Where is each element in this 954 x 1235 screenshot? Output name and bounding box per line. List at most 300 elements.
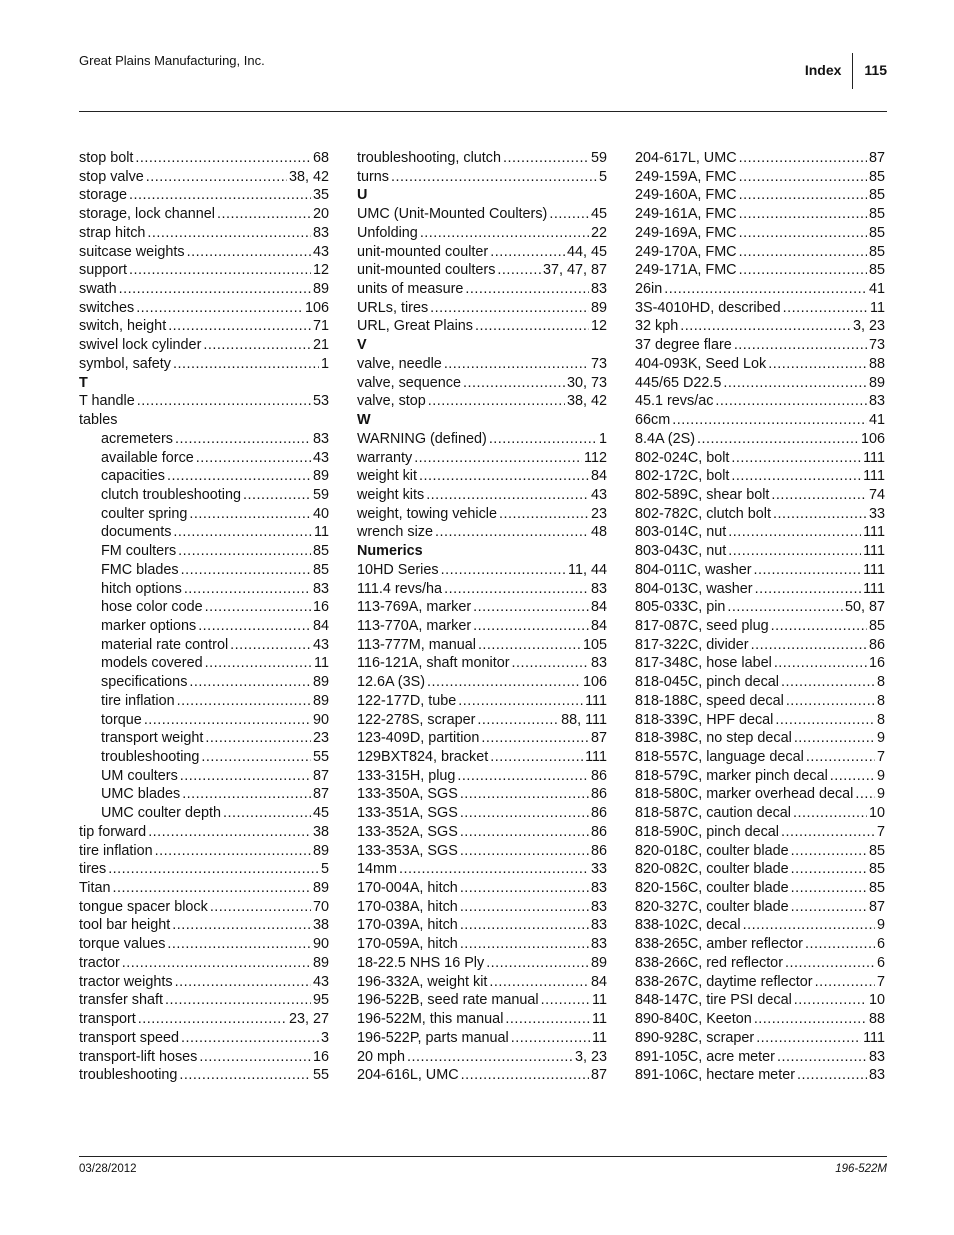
index-page-refs: 43: [590, 486, 607, 503]
dot-leader: [135, 149, 311, 168]
index-term: 820-082C, coulter blade: [635, 861, 789, 878]
index-page-refs: 89: [312, 674, 329, 691]
dot-leader: [444, 355, 589, 374]
index-subentry: [79, 711, 329, 730]
index-entry: [635, 224, 885, 243]
index-entry: [79, 860, 329, 879]
dot-leader: [805, 935, 875, 954]
dot-leader: [435, 523, 589, 542]
index-page-refs: 85: [868, 206, 885, 223]
dot-leader: [168, 317, 311, 336]
index-page-refs: 43: [312, 243, 329, 260]
index-term: transport weight: [101, 730, 204, 747]
index-page-refs: 5: [598, 168, 607, 185]
dot-leader: [777, 1048, 867, 1067]
dot-leader: [426, 486, 589, 505]
index-page-refs: 85: [312, 561, 329, 578]
index-page-refs: 70: [312, 898, 329, 915]
index-term: 249-161A, FMC: [635, 206, 737, 223]
index-page-refs: 38, 42: [288, 168, 329, 185]
index-term: troubleshooting: [101, 749, 200, 765]
index-entry: [357, 617, 607, 636]
dot-leader: [756, 1029, 861, 1048]
index-entry: [635, 711, 885, 730]
dot-leader: [428, 392, 565, 411]
dot-leader: [855, 785, 875, 804]
index-page-refs: 16: [868, 655, 885, 672]
index-term: 817-322C, divider: [635, 636, 749, 653]
index-entry: [357, 916, 607, 935]
index-page-refs: 73: [868, 337, 885, 354]
index-term: 818-579C, marker pinch decal: [635, 767, 828, 784]
index-term: clutch troubleshooting: [101, 486, 241, 503]
index-entry: [635, 823, 885, 842]
index-entry: [79, 916, 329, 935]
index-term: 838-265C, amber reflector: [635, 936, 803, 953]
index-term: 133-353A, SGS: [357, 842, 458, 859]
index-entry: [635, 355, 885, 374]
index-entry: [79, 898, 329, 917]
index-entry: [635, 467, 885, 486]
index-term: 32 kph: [635, 318, 679, 335]
index-entry: [635, 729, 885, 748]
index-term: acremeters: [101, 430, 173, 447]
index-term: 891-106C, hectare meter: [635, 1067, 795, 1084]
index-term: hose color code: [101, 599, 203, 616]
index-page-refs: 111: [863, 1029, 885, 1046]
index-term: 804-011C, washer: [635, 561, 752, 578]
index-page-refs: 83: [590, 281, 607, 298]
index-entry: [635, 580, 885, 599]
dot-leader: [444, 580, 589, 599]
index-entry: [357, 205, 607, 224]
index-page-refs: 33: [590, 861, 607, 878]
dot-leader: [463, 374, 565, 393]
index-page-refs: 83: [590, 936, 607, 953]
index-page-refs: 44, 45: [566, 243, 607, 260]
dot-leader: [728, 542, 861, 561]
index-page-refs: 86: [590, 767, 607, 784]
index-page-refs: 85: [868, 168, 885, 185]
index-page-refs: 20: [312, 206, 329, 223]
index-subentry: [79, 804, 329, 823]
dot-leader: [739, 186, 867, 205]
dot-leader: [399, 860, 589, 879]
index-entry: [357, 748, 607, 767]
index-column-1: [79, 149, 329, 1085]
index-term: transport speed: [79, 1029, 179, 1046]
index-page-refs: 5: [320, 861, 329, 878]
index-page-refs: 6: [876, 954, 885, 971]
dot-leader: [728, 523, 861, 542]
dot-leader: [830, 767, 875, 786]
dot-leader: [499, 505, 589, 524]
dot-leader: [786, 692, 875, 711]
index-entry: [357, 842, 607, 861]
dot-leader: [739, 224, 867, 243]
dot-leader: [441, 561, 566, 580]
dot-leader: [489, 973, 589, 992]
index-entry: [635, 374, 885, 393]
index-page-refs: 23: [312, 730, 329, 747]
index-entry: [357, 692, 607, 711]
index-term: 802-782C, clutch bolt: [635, 505, 771, 522]
dot-leader: [775, 711, 875, 730]
index-page-refs: 3, 23: [574, 1048, 607, 1065]
index-term: WARNING (defined): [357, 430, 487, 447]
dot-leader: [147, 224, 311, 243]
index-page-refs: 90: [312, 936, 329, 953]
dot-leader: [549, 205, 589, 224]
dot-leader: [189, 505, 311, 524]
index-page-refs: 85: [868, 224, 885, 241]
index-page-refs: 7: [876, 823, 885, 840]
index-term: 249-169A, FMC: [635, 224, 737, 241]
index-page-refs: 95: [312, 992, 329, 1009]
dot-leader: [144, 711, 311, 730]
index-page-refs: 8: [876, 692, 885, 709]
dot-leader: [457, 767, 589, 786]
index-page-refs: 43: [312, 449, 329, 466]
dot-leader: [739, 205, 867, 224]
index-term: 818-557C, language decal: [635, 749, 804, 765]
index-term: tires: [79, 861, 107, 878]
index-entry: [79, 879, 329, 898]
index-page-refs: 45: [312, 805, 329, 822]
index-term: weight kit: [357, 468, 417, 485]
index-page-refs: 85: [312, 543, 329, 560]
dot-leader: [739, 261, 867, 280]
page-number: 115: [864, 62, 887, 78]
index-entry: [79, 355, 329, 374]
index-letter-heading: Numerics: [357, 543, 423, 560]
index-term: marker options: [101, 617, 197, 634]
dot-leader: [199, 1048, 311, 1067]
index-term: 8.4A (2S): [635, 430, 695, 447]
index-term: 37 degree flare: [635, 337, 732, 354]
index-page-refs: 12: [590, 318, 607, 335]
index-entry: [635, 860, 885, 879]
index-term: 802-589C, shear bolt: [635, 486, 770, 503]
index-page-refs: 111: [863, 468, 885, 485]
index-entry: [79, 168, 329, 187]
index-page-refs: 38: [312, 917, 329, 934]
index-page-refs: 23, 27: [288, 1011, 329, 1028]
index-term: support: [79, 262, 127, 279]
index-entry: [635, 991, 885, 1010]
index-page-refs: 84: [590, 973, 607, 990]
index-term: 838-266C, red reflector: [635, 954, 783, 971]
dot-leader: [173, 355, 319, 374]
dot-leader: [181, 561, 311, 580]
index-page-refs: 30, 73: [566, 374, 607, 391]
index-term: tool bar height: [79, 917, 171, 934]
index-page-refs: 83: [312, 224, 329, 241]
index-page-refs: 89: [312, 468, 329, 485]
dot-leader: [771, 617, 867, 636]
index-term: 818-590C, pinch decal: [635, 823, 780, 840]
index-group-term: tables: [79, 412, 118, 429]
index-page-refs: 7: [876, 973, 885, 990]
index-page-refs: 87: [312, 786, 329, 803]
index-entry: [357, 860, 607, 879]
dot-leader: [189, 673, 311, 692]
index-subentry: [79, 505, 329, 524]
index-term: strap hitch: [79, 224, 146, 241]
index-term: 890-840C, Keeton: [635, 1011, 752, 1028]
index-entry: [635, 748, 885, 767]
index-term: 204-616L, UMC: [357, 1067, 459, 1084]
index-column-2: [357, 149, 607, 1085]
dot-leader: [481, 729, 589, 748]
index-page-refs: 86: [590, 823, 607, 840]
index-page-refs: 85: [868, 262, 885, 279]
index-term: turns: [357, 168, 389, 185]
index-term: storage: [79, 187, 127, 204]
index-entry: [635, 523, 885, 542]
index-entry: [635, 505, 885, 524]
index-entry: [357, 430, 607, 449]
index-page-refs: 87: [590, 1067, 607, 1084]
dot-leader: [771, 486, 867, 505]
dot-leader: [511, 1029, 590, 1048]
index-term: 133-315H, plug: [357, 767, 456, 784]
index-term: 10HD Series: [357, 561, 439, 578]
index-term: 113-777M, manual: [357, 636, 476, 653]
index-term: symbol, safety: [79, 355, 171, 372]
index-entry: [357, 243, 607, 262]
dot-leader: [129, 261, 311, 280]
index-page-refs: 85: [868, 861, 885, 878]
dot-leader: [465, 280, 589, 299]
index-term: UM coulters: [101, 767, 178, 784]
index-page-refs: 85: [868, 880, 885, 897]
index-term: 14mm: [357, 861, 397, 878]
index-term: hitch options: [101, 580, 182, 597]
index-term: torque: [101, 711, 142, 728]
dot-leader: [739, 243, 867, 262]
index-page-refs: 89: [590, 299, 607, 316]
index-entry: [357, 486, 607, 505]
index-term: valve, needle: [357, 355, 442, 372]
index-entry: [79, 392, 329, 411]
index-page-refs: 3: [320, 1029, 329, 1046]
index-entry: [635, 842, 885, 861]
footer-rule: [79, 1156, 887, 1157]
index-page-refs: 59: [312, 486, 329, 503]
index-page-refs: 50, 87: [844, 599, 885, 616]
index-term: valve, stop: [357, 393, 426, 410]
index-term: specifications: [101, 674, 188, 691]
index-page-refs: 111: [585, 692, 607, 709]
index-term: available force: [101, 449, 194, 466]
index-subentry: [79, 542, 329, 561]
index-term: 818-188C, speed decal: [635, 692, 784, 709]
index-term: warranty: [357, 449, 413, 466]
dot-leader: [461, 1066, 589, 1085]
dot-leader: [794, 729, 875, 748]
index-page-refs: 89: [590, 954, 607, 971]
index-subentry: [79, 598, 329, 617]
dot-leader: [122, 954, 311, 973]
index-entry: [635, 411, 885, 430]
index-letter-heading: U: [357, 187, 368, 204]
index-term: 817-087C, seed plug: [635, 617, 769, 634]
index-entry: [635, 636, 885, 655]
dot-leader: [781, 823, 875, 842]
index-term: 805-033C, pin: [635, 599, 726, 616]
index-entry: [357, 392, 607, 411]
index-entry: [357, 149, 607, 168]
index-term: 196-522P, parts manual: [357, 1029, 509, 1046]
dot-leader: [489, 430, 597, 449]
dot-leader: [137, 392, 311, 411]
index-entry: [79, 149, 329, 168]
index-page-refs: 40: [312, 505, 329, 522]
index-entry: [79, 973, 329, 992]
index-entry: [635, 317, 885, 336]
dot-leader: [427, 673, 581, 692]
dot-leader: [490, 748, 583, 767]
index-page-refs: 9: [876, 730, 885, 747]
dot-leader: [414, 449, 582, 468]
index-subentry: [79, 673, 329, 692]
index-term: suitcase weights: [79, 243, 185, 260]
index-page-refs: 111: [863, 561, 885, 578]
index-page-refs: 105: [582, 636, 607, 653]
index-entry: [635, 299, 885, 318]
index-entry: [79, 336, 329, 355]
index-page-refs: 86: [868, 636, 885, 653]
index-entry: [357, 224, 607, 243]
index-page-refs: 83: [312, 580, 329, 597]
index-page-refs: 6: [876, 936, 885, 953]
index-page-refs: 68: [312, 150, 329, 166]
index-term: wrench size: [357, 524, 433, 541]
index-page-refs: 111: [863, 449, 885, 466]
index-page-refs: 37, 47, 87: [542, 262, 607, 279]
index-entry: [357, 1048, 607, 1067]
index-term: 3S-4010HD, described: [635, 299, 781, 316]
index-subentry: [79, 729, 329, 748]
index-term: 848-147C, tire PSI decal: [635, 992, 792, 1009]
dot-leader: [155, 842, 311, 861]
dot-leader: [477, 711, 559, 730]
index-page-refs: 11: [314, 655, 329, 672]
index-term: 133-352A, SGS: [357, 823, 458, 840]
index-term: 204-617L, UMC: [635, 150, 737, 166]
index-entry: [635, 935, 885, 954]
index-entry: [357, 1029, 607, 1048]
index-term: material rate control: [101, 636, 229, 653]
index-term: swivel lock cylinder: [79, 337, 202, 354]
dot-leader: [490, 243, 565, 262]
dot-leader: [175, 430, 311, 449]
index-page-refs: 89: [312, 692, 329, 709]
index-term: units of measure: [357, 281, 464, 298]
index-term: URL, Great Plains: [357, 318, 473, 335]
index-entry: [79, 243, 329, 262]
dot-leader: [478, 636, 581, 655]
index-term: 113-770A, marker: [357, 617, 472, 634]
dot-leader: [165, 991, 311, 1010]
index-page-refs: 8: [876, 674, 885, 691]
index-page-refs: 10: [868, 992, 885, 1009]
index-term: 802-024C, bolt: [635, 449, 730, 466]
index-page-refs: 85: [868, 617, 885, 634]
index-entry: [635, 804, 885, 823]
index-term: 818-580C, marker overhead decal: [635, 786, 854, 803]
index-entry: [79, 823, 329, 842]
dot-leader: [815, 973, 875, 992]
dot-leader: [173, 523, 312, 542]
dot-leader: [791, 842, 867, 861]
index-page-refs: 12: [312, 262, 329, 279]
index-subentry: [79, 486, 329, 505]
dot-leader: [129, 186, 311, 205]
index-term: 123-409D, partition: [357, 730, 480, 747]
index-page-refs: 3, 23: [852, 318, 885, 335]
index-term: 122-278S, scraper: [357, 711, 476, 728]
index-page-refs: 83: [868, 1048, 885, 1065]
index-term: troubleshooting: [79, 1067, 178, 1084]
index-term: weight kits: [357, 486, 425, 503]
dot-leader: [731, 467, 861, 486]
index-term: 111.4 revs/ha: [357, 580, 443, 597]
index-term: 818-045C, pinch decal: [635, 674, 780, 691]
dot-leader: [178, 542, 311, 561]
header-rule: [79, 111, 887, 112]
dot-leader: [196, 449, 311, 468]
page-header-right: [805, 51, 887, 89]
index-subentry: [79, 561, 329, 580]
index-page-refs: 73: [590, 355, 607, 372]
index-page-refs: 87: [590, 730, 607, 747]
index-page-refs: 85: [868, 243, 885, 260]
index-term: storage, lock channel: [79, 206, 215, 223]
dot-leader: [512, 654, 589, 673]
dot-leader: [430, 299, 589, 318]
dot-leader: [167, 467, 311, 486]
index-term: tire inflation: [101, 692, 175, 709]
index-term: 249-159A, FMC: [635, 168, 737, 185]
dot-leader: [179, 1066, 311, 1085]
index-entry: [357, 898, 607, 917]
index-letter-heading: V: [357, 337, 367, 354]
dot-leader: [791, 898, 867, 917]
index-term: capacities: [101, 468, 165, 485]
index-term: tongue spacer block: [79, 898, 208, 915]
dot-leader: [148, 823, 311, 842]
index-page-refs: 16: [312, 599, 329, 616]
dot-leader: [672, 411, 867, 430]
index-entry: [357, 636, 607, 655]
index-page-refs: 43: [312, 973, 329, 990]
index-term: tire inflation: [79, 842, 153, 859]
index-term: 817-348C, hose label: [635, 655, 772, 672]
index-entry: [357, 935, 607, 954]
index-page-refs: 11: [592, 1011, 607, 1028]
dot-leader: [198, 617, 311, 636]
index-entry: [635, 561, 885, 580]
dot-leader: [755, 580, 862, 599]
index-term: 802-172C, bolt: [635, 468, 730, 485]
index-page-refs: 43: [312, 636, 329, 653]
index-entry: [79, 261, 329, 280]
index-subentry: [79, 767, 329, 786]
index-page-refs: 84: [590, 599, 607, 616]
index-entry: [635, 898, 885, 917]
